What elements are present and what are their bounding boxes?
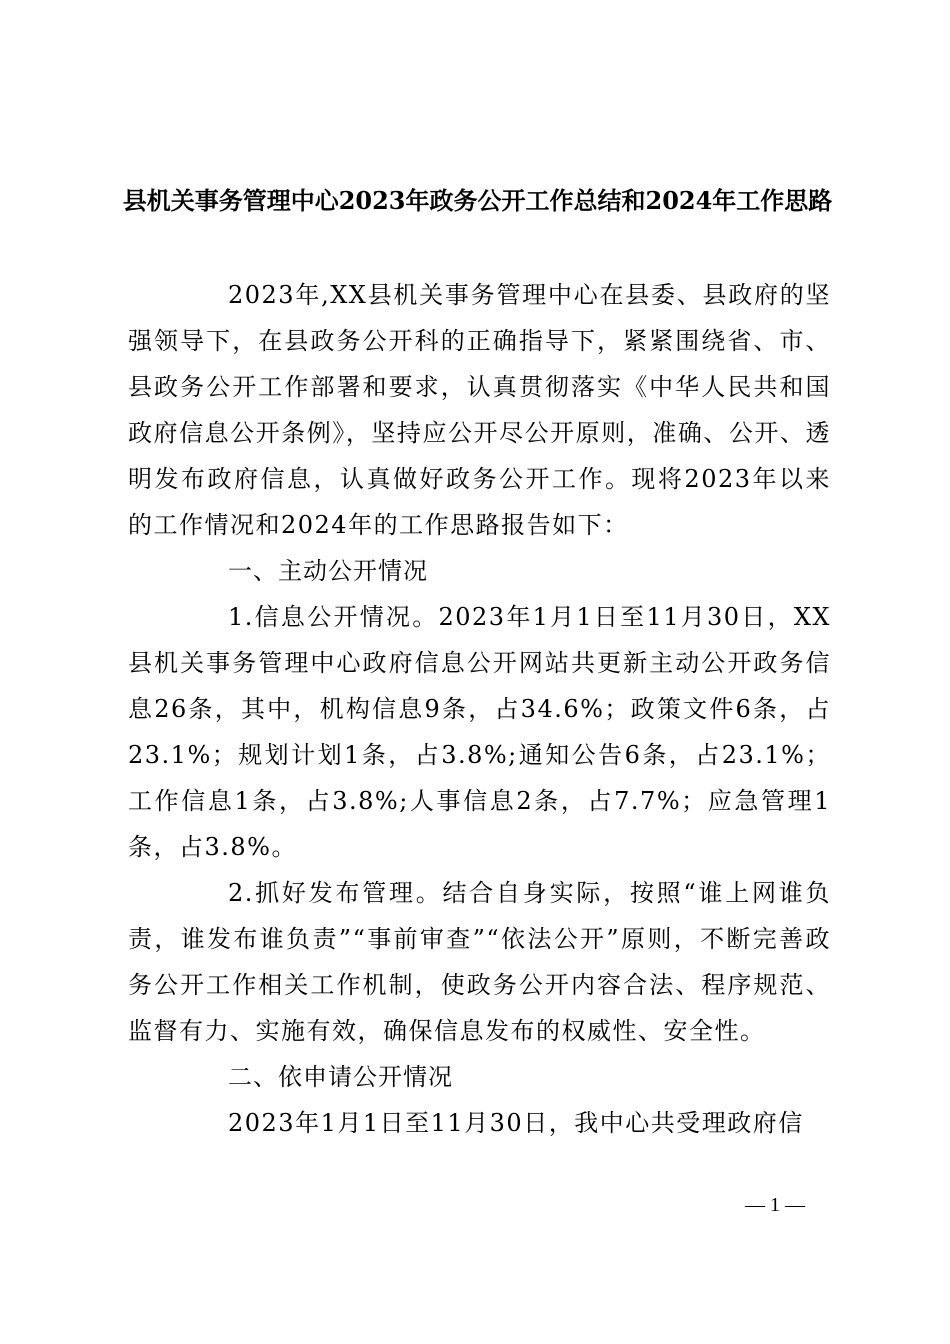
- section-heading-proactive-disclosure: 一、主动公开情况: [228, 557, 428, 585]
- intro-paragraph: 2023年,XX县机关事务管理中心在县委、县政府的坚强领导下，在县政务公开科的正确指导下，紧紧围绕省、市、县政务公开工作部署和要求，认真贯彻落实《中华人民共和国政府信息公开条例》，坚持应公开尽公开原则，准确、公开、透明发布政府信息，认真做好政务公开工作。现将2023年以来的工作情况和2024年的工作思路报告如下：: [128, 281, 831, 539]
- item-release-management: 2.抓好发布管理。结合自身实际，按照“谁上网谁负责，谁发布谁负责”“事前审查”“依法公开”原则，不断完善政务公开工作相关工作机制，使政务公开内容合法、程序规范、监督有力、实施有效，确保信息发布的权威性、安全性。: [128, 879, 831, 1045]
- document-title: 县机关事务管理中心2023年政务公开工作总结和2024年工作思路: [122, 186, 833, 215]
- item-info-disclosure: 1.信息公开情况。2023年1月1日至11月30日，XX县机关事务管理中心政府信息公开网站共更新主动公开政务信息26条，其中，机构信息9条，占34.6%；政策文件6条，占23.1%；规划计划1条，占3.8%;通知公告6条，占23.1%；工作信息1条，占3.8%;人事信息2条，占7.7%；应急管理1条，占3.8%。: [128, 603, 831, 861]
- application-disclosure-paragraph: 2023年1月1日至11月30日，我中心共受理政府信: [228, 1109, 804, 1137]
- page-number: — 1 —: [745, 1194, 805, 1216]
- section-heading-application-disclosure: 二、依申请公开情况: [228, 1063, 453, 1091]
- document-body: [128, 272, 831, 1146]
